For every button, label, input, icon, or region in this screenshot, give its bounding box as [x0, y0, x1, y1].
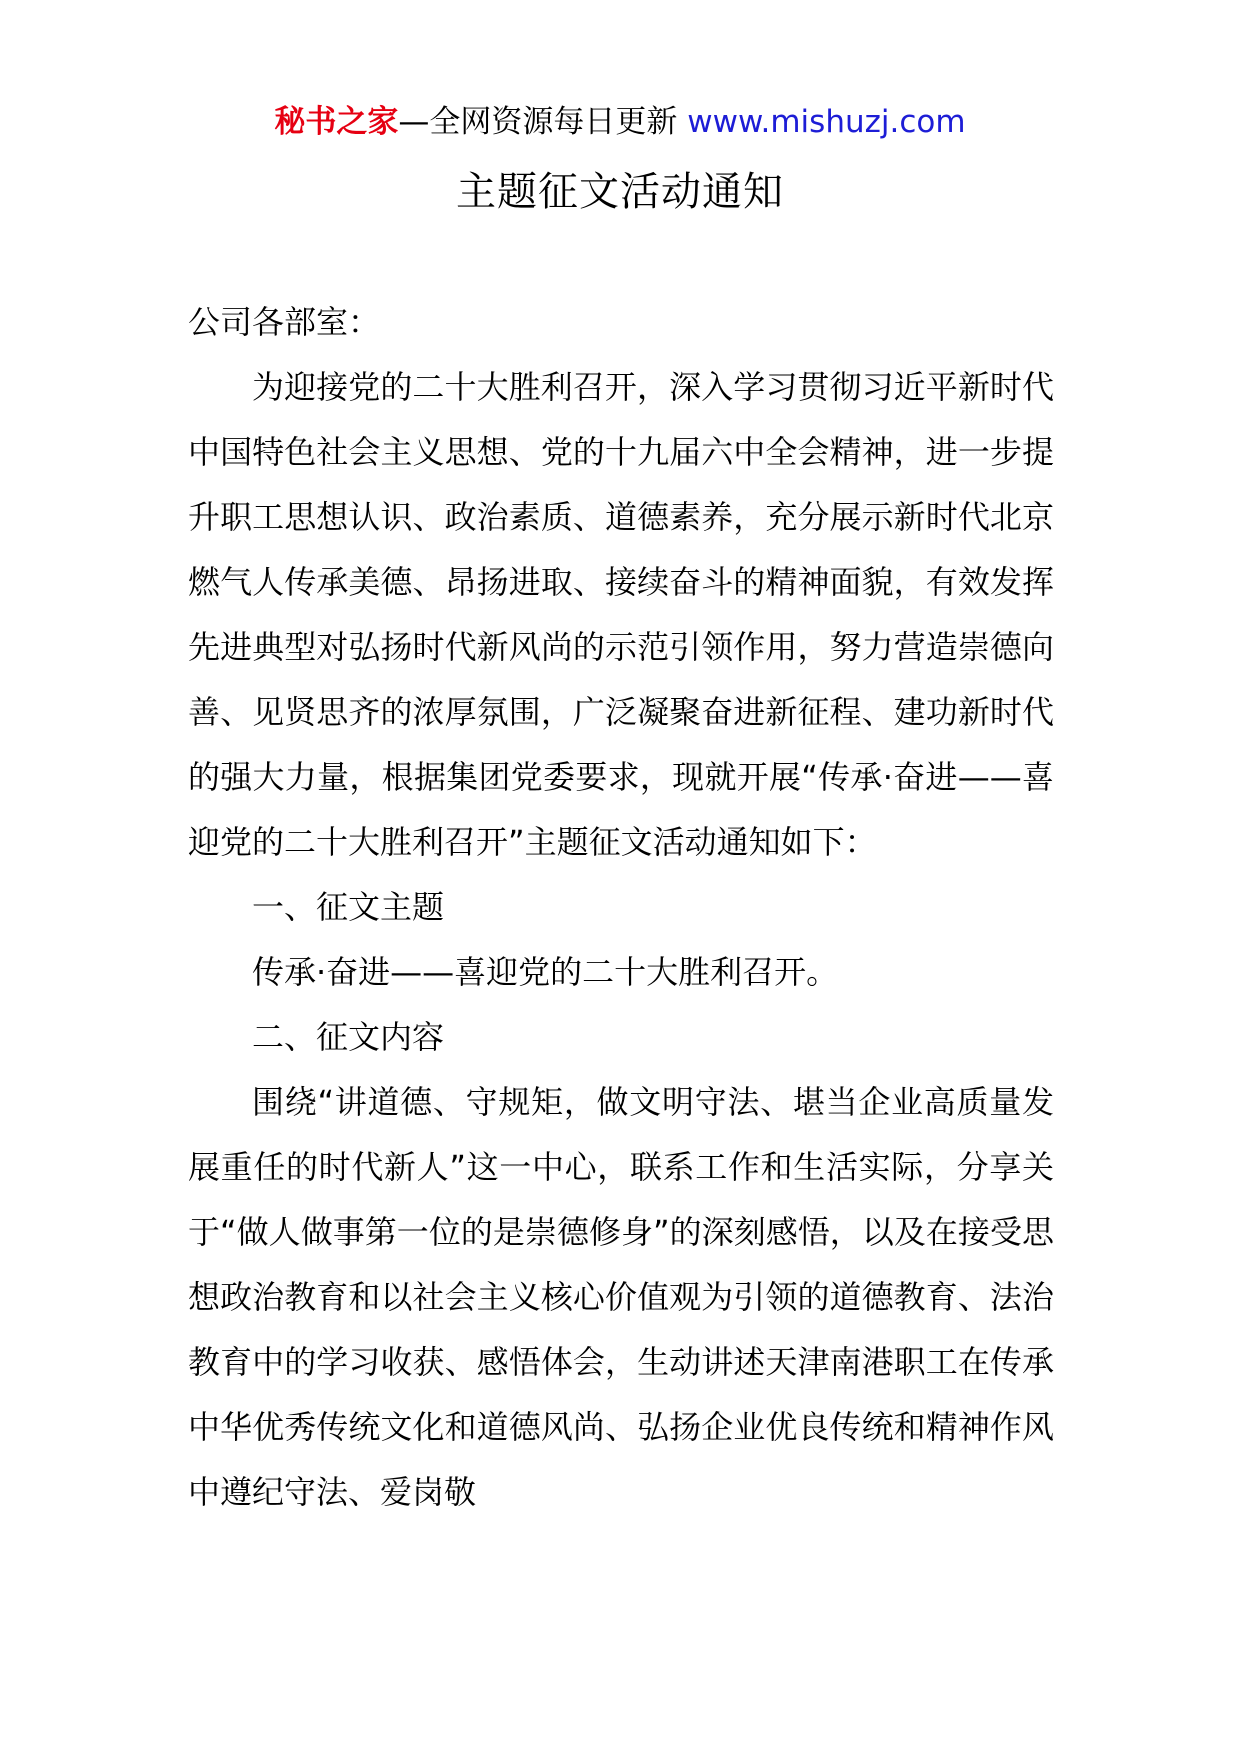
brand-url: www.mishuzj.com — [687, 104, 966, 140]
salutation: 公司各部室： — [188, 303, 381, 341]
watermark-header — [0, 100, 1240, 144]
paragraph-content: 围绕“讲道德、守规矩，做文明守法、堪当企业高质量发展重任的时代新人”这一中心，联系工作和生活实际，分享关于“做人做事第一位的是崇德修身”的深刻感悟，以及在接受思想政治教育和以社会主义核心价值观为引领的道德教育、法治教育中的学习收获、感悟体会，生动讲述天津南港职工在传承中华优秀传统文化和道德风尚、弘扬企业优良传统和精神作风中遵纪守法、爱岗敬 — [188, 1083, 1054, 1511]
document-body — [188, 290, 1054, 1525]
document-title: 主题征文活动通知 — [456, 169, 784, 215]
section-heading-1: 一、征文主题 — [252, 888, 445, 926]
paragraph-intro: 为迎接党的二十大胜利召开，深入学习贯彻习近平新时代中国特色社会主义思想、党的十九届六中全会精神，进一步提升职工思想认识、政治素质、道德素养，充分展示新时代北京燃气人传承美德、昂扬进取、接续奋斗的精神面貌，有效发挥先进典型对弘扬时代新风尚的示范引领作用，努力营造崇德向善、见贤思齐的浓厚氛围，广泛凝聚奋进新征程、建功新时代的强大力量，根据集团党委要求，现就开展“传承·奋进——喜迎党的二十大胜利召开”主题征文活动通知如下： — [188, 368, 1054, 861]
section-heading-2: 二、征文内容 — [252, 1018, 445, 1056]
brand-tagline: —全网资源每日更新 — [398, 104, 688, 140]
brand-name: 秘书之家 — [274, 104, 399, 140]
paragraph-theme: 传承·奋进——喜迎党的二十大胜利召开。 — [252, 953, 839, 991]
